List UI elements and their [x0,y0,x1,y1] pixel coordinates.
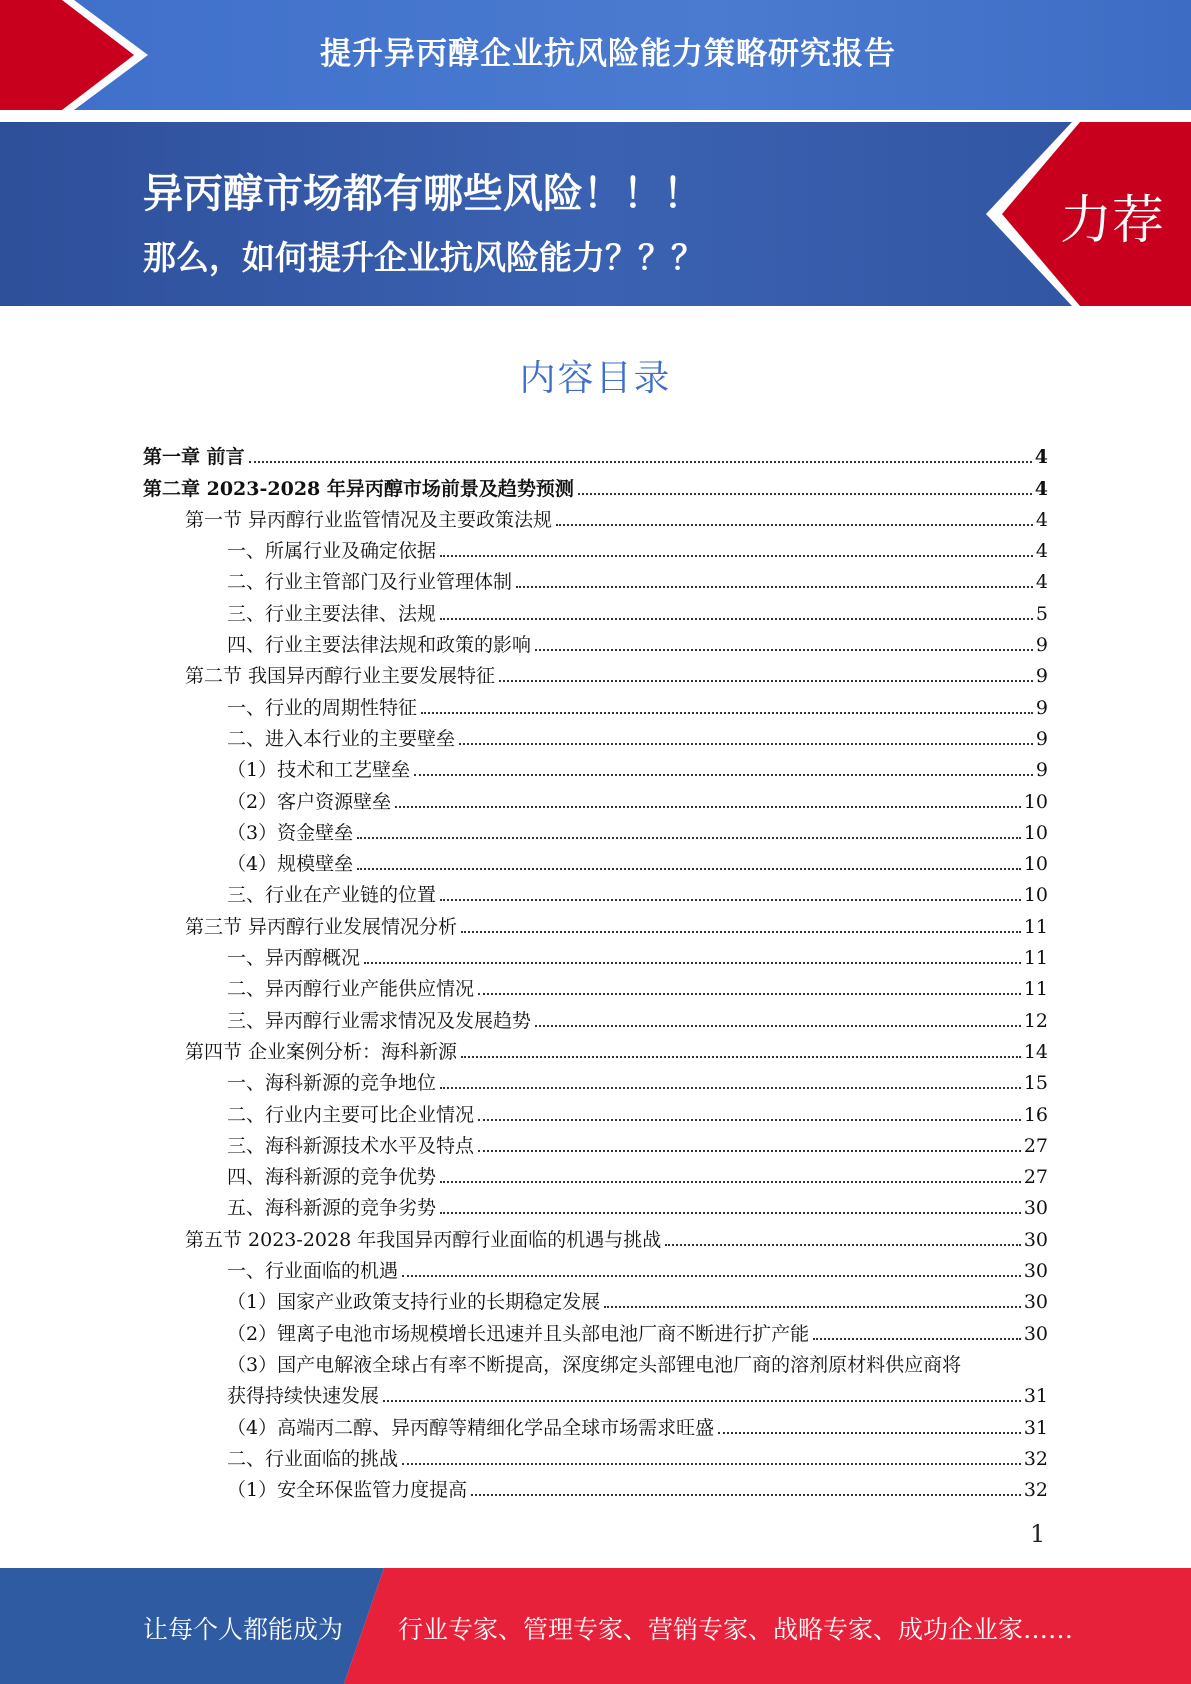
toc-entry-title: 第一节 异丙醇行业监管情况及主要政策法规 [185,508,553,531]
toc-entry[interactable] [143,814,1048,845]
toc-entry-title: 一、异丙醇概况 [227,947,361,970]
toc-entry[interactable] [143,720,1048,751]
toc-entry[interactable] [143,657,1048,688]
toc-entry-title: （4）规模壁垒 [227,853,354,876]
toc-entry-title: 第三节 异丙醇行业发展情况分析 [185,915,458,938]
toc-leader-dots [249,461,1032,463]
toc-entry-page: 9 [1035,727,1048,750]
toc-entry[interactable] [143,469,1048,500]
toc-leader-dots [478,1150,1021,1152]
toc-entry-page: 14 [1023,1040,1048,1063]
toc-leader-dots [357,868,1021,870]
toc-leader-dots [718,1432,1021,1434]
toc-entry[interactable] [143,1158,1048,1189]
toc-entry[interactable] [143,1189,1048,1220]
toc-entry[interactable] [143,782,1048,813]
toc-entry-page: 11 [1023,947,1048,970]
toc-entry-page: 4 [1035,508,1048,531]
toc-leader-dots [402,1463,1021,1465]
toc-entry-page: 30 [1023,1291,1048,1314]
toc-entry-title: 一、所属行业及确定依据 [227,540,437,563]
hero-subheadline: 那么，如何提升企业抗风险能力？？？ [143,238,704,277]
toc-entry-title: 二、进入本行业的主要壁垒 [227,727,456,750]
toc-entry-title: （1）国家产业政策支持行业的长期稳定发展 [227,1291,601,1314]
red-chevron-decoration [0,0,160,110]
table-of-contents [143,438,1048,1502]
toc-entry-title: 第四节 企业案例分析：海科新源 [185,1040,458,1063]
toc-entry[interactable] [143,501,1048,532]
toc-entry-title: 二、行业主管部门及行业管理体制 [227,571,513,594]
toc-leader-dots [578,493,1032,495]
toc-entry-title: （3）资金壁垒 [227,821,354,844]
toc-entry-title: 第一章 前言 [143,446,245,469]
toc-entry-title: 一、行业面临的机遇 [227,1260,399,1283]
toc-leader-dots [813,1338,1021,1340]
toc-entry-page: 9 [1035,696,1048,719]
toc-entry-page: 31 [1023,1416,1048,1439]
toc-entry-title: 三、行业在产业链的位置 [227,884,437,907]
toc-entry[interactable] [143,970,1048,1001]
toc-leader-dots [395,806,1021,808]
toc-entry[interactable] [143,1095,1048,1126]
toc-entry-page: 5 [1035,602,1048,625]
toc-entry[interactable] [143,1064,1048,1095]
toc-leader-dots [516,586,1033,588]
hero-headline: 异丙醇市场都有哪些风险！！！ [143,171,703,217]
toc-entry-page: 12 [1023,1009,1048,1032]
toc-entry[interactable] [143,594,1048,625]
footer-slogan-left: 让每个人都能成为 [143,1615,344,1644]
page-number: 1 [1030,1520,1046,1548]
toc-entry-page: 27 [1023,1166,1048,1189]
hero-banner [0,122,1191,306]
toc-entry-page: 4 [1035,571,1048,594]
toc-entry-title: 一、海科新源的竞争地位 [227,1072,437,1095]
toc-entry[interactable] [143,1408,1048,1439]
toc-entry[interactable] [143,688,1048,719]
toc-leader-dots [604,1306,1021,1308]
toc-entry-page: 10 [1023,821,1048,844]
toc-entry[interactable] [143,907,1048,938]
toc-entry-page: 10 [1023,790,1048,813]
toc-entry-page: 11 [1023,978,1048,1001]
toc-entry-page: 9 [1035,665,1048,688]
toc-entry-page: 15 [1023,1072,1048,1095]
toc-entry-title: （3）国产电解液全球占有率不断提高，深度绑定头部锂电池厂商的溶剂原材料供应商将 [227,1353,962,1376]
toc-entry[interactable] [143,1314,1048,1345]
toc-entry-page: 9 [1035,634,1048,657]
report-title: 提升异丙醇企业抗风险能力策略研究报告 [320,36,896,72]
toc-heading: 内容目录 [519,358,672,399]
toc-entry-page: 32 [1023,1479,1048,1502]
recommend-badge: 力荐 [1060,191,1165,251]
toc-entry[interactable] [143,1001,1048,1032]
toc-entry-title: 第五节 2023-2028 年我国异丙醇行业面临的机遇与挑战 [185,1228,662,1251]
toc-leader-dots [665,1244,1021,1246]
toc-leader-dots [440,1181,1021,1183]
toc-entry-page: 4 [1034,446,1048,469]
toc-entry[interactable] [143,939,1048,970]
toc-entry[interactable] [143,1471,1048,1502]
toc-entry[interactable] [143,751,1048,782]
toc-leader-dots [402,1275,1021,1277]
toc-leader-dots [478,1119,1021,1121]
toc-leader-dots [499,680,1033,682]
toc-entry-title: （1）安全环保监管力度提高 [227,1479,468,1502]
toc-entry-page: 30 [1023,1322,1048,1345]
toc-entry[interactable] [143,438,1048,469]
toc-entry[interactable] [143,845,1048,876]
toc-entry-title: 获得持续快速发展 [227,1385,380,1408]
toc-entry-title: 四、海科新源的竞争优势 [227,1166,437,1189]
toc-entry-title: （2）客户资源壁垒 [227,790,392,813]
toc-entry-page: 10 [1023,884,1048,907]
toc-leader-dots [535,649,1033,651]
toc-entry-title: 三、行业主要法律、法规 [227,602,437,625]
toc-leader-dots [440,1212,1021,1214]
toc-entry[interactable] [143,626,1048,657]
toc-leader-dots [478,993,1021,995]
top-banner [0,0,1191,110]
toc-entry-page: 11 [1023,915,1048,938]
toc-entry-title: 二、异丙醇行业产能供应情况 [227,978,475,1001]
toc-entry[interactable] [143,1033,1048,1064]
toc-entry-page: 4 [1035,540,1048,563]
toc-entry[interactable] [143,563,1048,594]
toc-leader-dots [459,743,1033,745]
toc-entry[interactable] [143,876,1048,907]
toc-entry[interactable] [143,1440,1048,1471]
toc-entry-page: 10 [1023,853,1048,876]
toc-entry-title: 第二节 我国异丙醇行业主要发展特征 [185,665,496,688]
toc-leader-dots [364,962,1021,964]
toc-entry-title: 二、行业内主要可比企业情况 [227,1103,475,1126]
toc-leader-dots [440,555,1033,557]
toc-entry-title: （1）技术和工艺壁垒 [227,759,411,782]
toc-entry-title: 一、行业的周期性特征 [227,696,418,719]
toc-leader-dots [421,712,1033,714]
toc-entry[interactable] [143,1346,1048,1377]
footer-banner [0,1568,1191,1684]
toc-entry-title: 三、海科新源技术水平及特点 [227,1134,475,1157]
toc-entry-page: 30 [1023,1197,1048,1220]
toc-entry-page: 30 [1023,1260,1048,1283]
toc-leader-dots [440,899,1021,901]
toc-leader-dots [440,1087,1021,1089]
toc-leader-dots [535,1025,1021,1027]
toc-entry-page: 32 [1023,1447,1048,1470]
toc-entry-page: 9 [1035,759,1048,782]
toc-entry-title: 四、行业主要法律法规和政策的影响 [227,634,532,657]
toc-entry-title: （2）锂离子电池市场规模增长迅速并且头部电池厂商不断进行扩产能 [227,1322,810,1345]
toc-entry-page: 27 [1023,1134,1048,1157]
toc-entry-page: 16 [1023,1103,1048,1126]
toc-leader-dots [461,931,1021,933]
toc-entry[interactable] [143,1377,1048,1408]
toc-leader-dots [556,524,1033,526]
toc-entry[interactable] [143,1220,1048,1251]
toc-entry-page: 31 [1023,1385,1048,1408]
toc-entry-title: 五、海科新源的竞争劣势 [227,1197,437,1220]
toc-entry-page: 4 [1034,477,1048,500]
toc-entry-title: （4）高端丙二醇、异丙醇等精细化学品全球市场需求旺盛 [227,1416,715,1439]
toc-entry-title: 三、异丙醇行业需求情况及发展趋势 [227,1009,532,1032]
toc-entry[interactable] [143,1127,1048,1158]
toc-entry-title: 第二章 2023-2028 年异丙醇市场前景及趋势预测 [143,477,574,500]
toc-entry-title: 二、行业面临的挑战 [227,1447,399,1470]
toc-leader-dots [461,1056,1021,1058]
toc-leader-dots [414,774,1033,776]
toc-entry-page: 30 [1023,1228,1048,1251]
toc-entry[interactable] [143,532,1048,563]
toc-entry[interactable] [143,1283,1048,1314]
toc-leader-dots [471,1494,1021,1496]
toc-leader-dots [440,618,1033,620]
footer-slogan-right: 行业专家、管理专家、营销专家、战略专家、成功企业家…… [398,1615,1074,1644]
toc-leader-dots [357,837,1021,839]
toc-leader-dots [383,1400,1021,1402]
toc-entry[interactable] [143,1252,1048,1283]
